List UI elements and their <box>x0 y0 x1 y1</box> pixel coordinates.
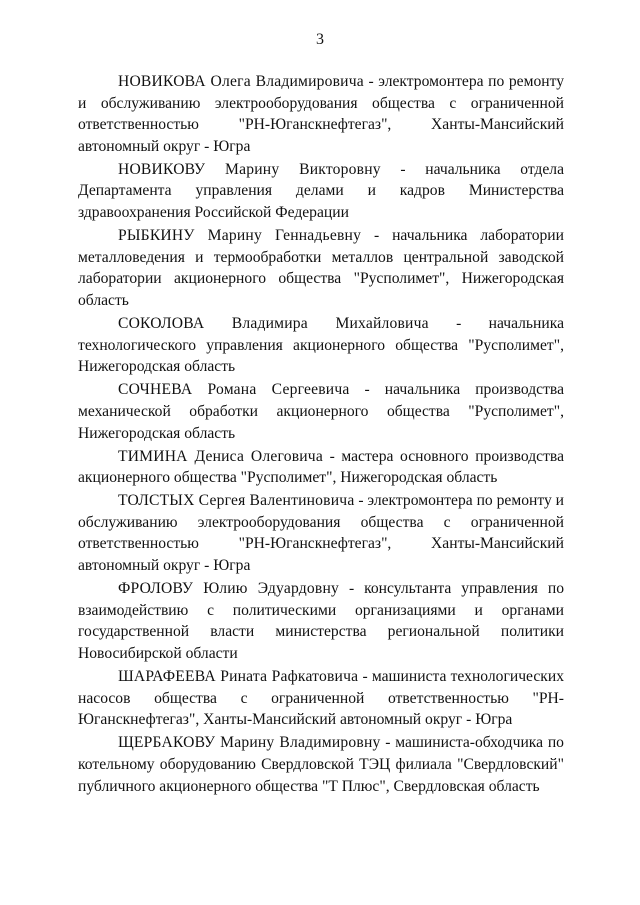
list-item <box>78 578 564 664</box>
person-position: - начальника технологического управления акционерного общества "Русполимет", Нижегородская область <box>78 315 564 376</box>
person-name: ШАРАФЕЕВА Рината Рафкатовича <box>118 668 359 686</box>
person-name: ФРОЛОВУ Юлию Эдуардовну <box>118 580 339 598</box>
person-position: - начальника отдела Департамента управления делами и кадров Министерства здравоохранения Российской Федерации <box>78 160 564 222</box>
person-position: - консультанта управления по взаимодействию с политическими организациями и органами государственной власти министерства региональной политики Новосибирской области <box>78 580 564 662</box>
person-position: - электромонтера по ремонту и обслуживанию электрооборудования общества с ограниченной ответственностью "РН-Юганскнефтегаз", Ханты-Мансийский автономный округ - Югра <box>78 492 564 575</box>
person-position: - начальника производства механической обработки акционерного общества "Русполимет", Нижегородская область <box>78 381 564 442</box>
list-item <box>78 71 564 157</box>
person-position: - мастера основного производства акционерного общества "Русполимет", Нижегородская область <box>78 447 564 487</box>
award-list <box>78 71 564 799</box>
person-position: - машиниста-обходчика по котельному оборудованию Свердловской ТЭЦ филиала "Свердловский" публичного акционерного общества "Т Плюс", Свердловская область <box>78 734 564 795</box>
person-position: - машиниста технологических насосов общества с ограниченной ответственностью "РН-Юганскнефтегаз", Ханты-Мансийский автономный округ - Югра <box>78 668 564 729</box>
list-item <box>78 313 564 378</box>
person-name: РЫБКИНУ Марину Геннадьевну <box>118 227 362 245</box>
person-name: ТИМИНА Дениса Олеговича <box>118 447 323 465</box>
person-name: НОВИКОВА Олега Владимировича <box>118 73 364 90</box>
list-item <box>78 159 564 224</box>
list-item <box>78 490 564 576</box>
list-item <box>78 732 564 797</box>
list-item <box>78 379 564 444</box>
person-position: - электромонтера по ремонту и обслуживанию электрооборудования общества с ограниченной ответственностью "РН-Юганскнефтегаз", Ханты-Мансийский автономный округ - Югра <box>78 73 565 155</box>
person-position: - начальника лаборатории металловедения и термообработки металлов центральной заводской лаборатории акционерного общества "Русполимет", Нижегородская область <box>78 227 565 309</box>
list-item <box>78 446 564 489</box>
person-name: СОЧНЕВА Романа Сергеевича <box>118 381 350 399</box>
person-name: НОВИКОВУ Марину Викторовну <box>118 160 381 178</box>
person-name: ТОЛСТЫХ Сергея Валентиновича <box>118 492 355 510</box>
person-name: СОКОЛОВА Владимира Михайловича <box>118 315 429 333</box>
list-item <box>78 225 564 311</box>
page-number: 3 <box>316 31 324 48</box>
person-name: ЩЕРБАКОВУ Марину Владимировну <box>118 734 381 752</box>
list-item <box>78 666 564 731</box>
